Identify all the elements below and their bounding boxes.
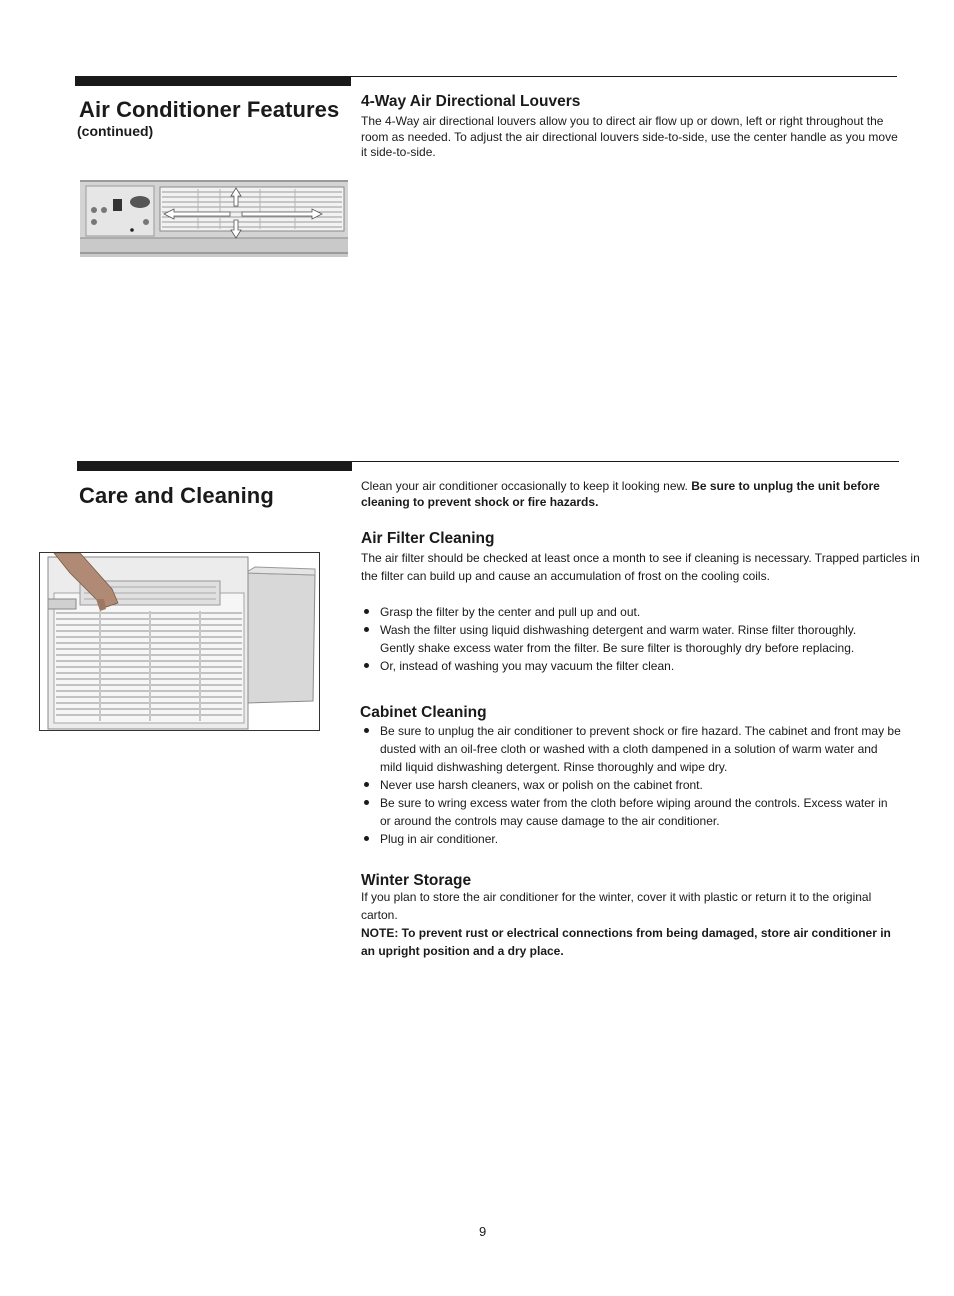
care-header-bar — [77, 461, 352, 471]
filter-heading: Air Filter Cleaning — [361, 530, 495, 547]
care-intro — [361, 478, 909, 510]
filter-removal-image — [39, 552, 320, 731]
list-item — [361, 830, 901, 848]
winter-note: NOTE: To prevent rust or electrical connections from being damaged, store air conditioner in an upright position and a dry place. — [361, 926, 891, 958]
bullet-icon — [364, 627, 369, 632]
ac-unit-filter-icon — [40, 553, 319, 730]
louver-panel-image — [80, 180, 348, 257]
features-header-bar — [75, 76, 351, 86]
bullet-icon — [364, 836, 369, 841]
cabinet-heading: Cabinet Cleaning — [360, 704, 487, 721]
cabinet-bullet-text: Be sure to wring excess water from the cloth before wiping around the controls. Excess water in or around the controls may cause damage to the air conditioner. — [380, 796, 888, 828]
list-item — [361, 657, 871, 675]
cabinet-bullet-text: Never use harsh cleaners, wax or polish on the cabinet front. — [380, 778, 703, 792]
care-title: Care and Cleaning — [79, 483, 274, 508]
filter-bullet-list — [361, 603, 871, 675]
list-item — [361, 722, 901, 776]
bullet-icon — [364, 782, 369, 787]
bullet-icon — [364, 609, 369, 614]
list-item — [361, 621, 871, 657]
bullet-icon — [364, 663, 369, 668]
list-item — [361, 603, 871, 621]
page-number: 9 — [479, 1224, 487, 1239]
winter-text: If you plan to store the air conditioner for the winter, cover it with plastic or return it to the original carton. — [361, 890, 872, 922]
list-item — [361, 794, 901, 830]
louvers-text: The 4-Way air directional louvers allow you to direct air flow up or down, left or right throughout the room as needed. To adjust the air directional louvers side-to-side, use the center handle as you move it side-to-side. — [361, 114, 898, 159]
features-title: Air Conditioner Features — [79, 97, 340, 122]
cabinet-bullet-text: Be sure to unplug the air conditioner to prevent shock or fire hazard. The cabinet and front may be dusted with an oil-free cloth or washed with a cloth dampened in a solution of warm water and mild liquid dishwashing detergent. Rinse thoroughly and wipe dry. — [380, 724, 901, 774]
filter-bullet-text: Grasp the filter by the center and pull up and out. — [380, 605, 641, 619]
winter-heading: Winter Storage — [361, 872, 472, 889]
features-header-rule — [351, 76, 897, 77]
louvers-heading: 4-Way Air Directional Louvers — [361, 93, 581, 110]
filter-bullet-text: Or, instead of washing you may vacuum the filter clean. — [380, 659, 675, 673]
ac-louver-panel-icon — [80, 180, 348, 257]
care-header-rule — [352, 461, 899, 462]
features-continued-label: (continued) — [77, 123, 154, 139]
cabinet-bullet-list — [361, 722, 901, 848]
care-intro-text: Clean your air conditioner occasionally to keep it looking new. — [361, 479, 692, 493]
filter-text: The air filter should be checked at least once a month to see if cleaning is necessary. Trapped particles in the filter can build up and cause an accumulation of frost on the cooling coils. — [361, 551, 920, 583]
filter-bullet-text: Wash the filter using liquid dishwashing detergent and warm water. Rinse filter thoroughly. Gently shake excess water from the filter. Be sure filter is thoroughly dry before replacing. — [380, 623, 857, 655]
bullet-icon — [364, 800, 369, 805]
cabinet-bullet-text: Plug in air conditioner. — [380, 832, 499, 846]
care-intro-warning: Be sure to unplug the unit before cleaning to prevent shock or fire hazards. — [361, 479, 880, 509]
list-item — [361, 776, 901, 794]
bullet-icon — [364, 728, 369, 733]
